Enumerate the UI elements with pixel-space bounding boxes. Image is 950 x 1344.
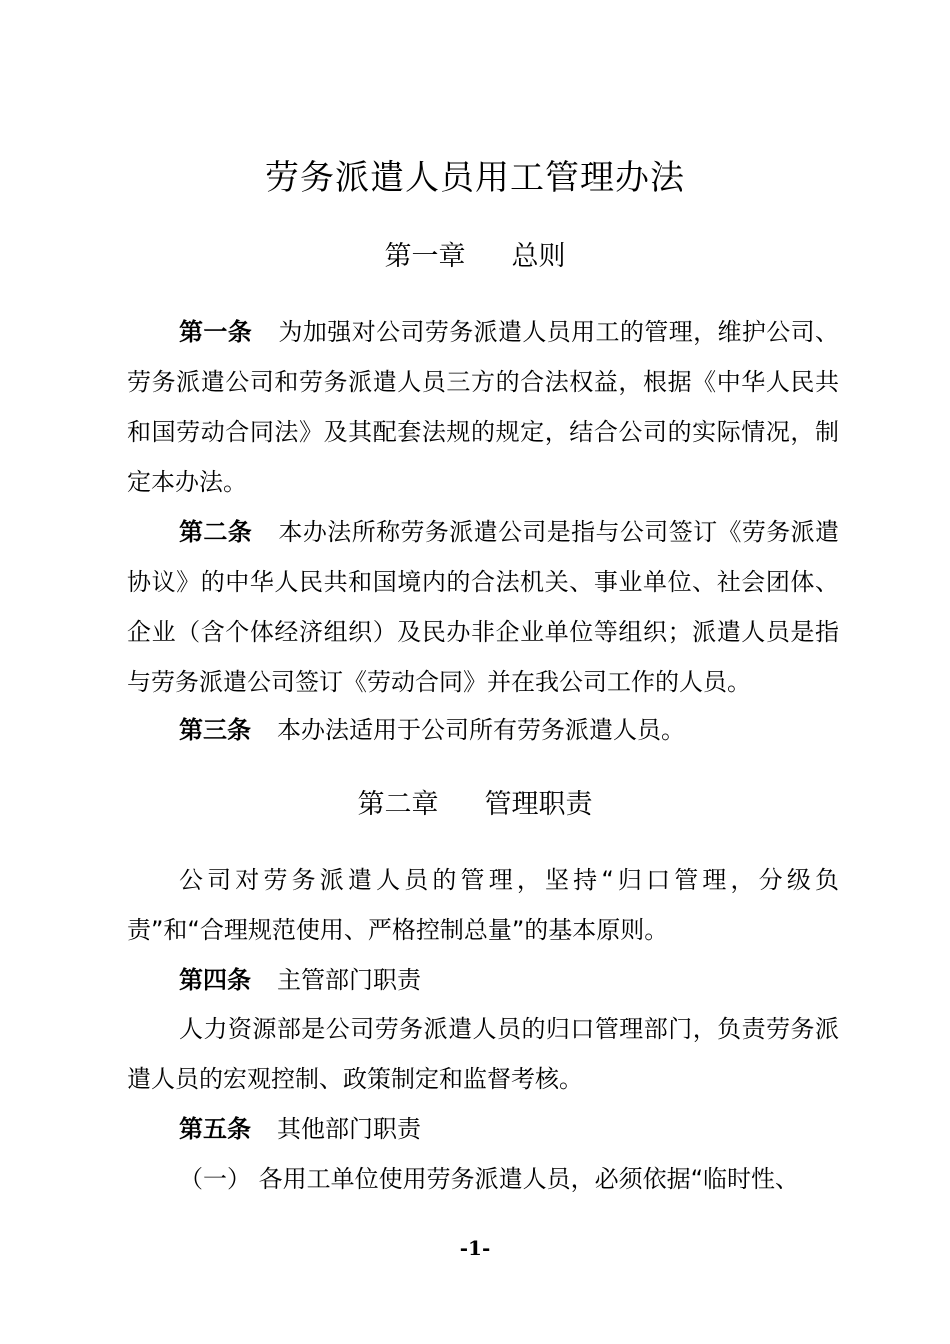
article-3-label: 第三条 [179,716,251,744]
chapter-2-heading [0,785,950,825]
chapter-2-name: 管理职责 [484,789,593,820]
article-3-text: 本办法适用于公司所有劳务派遣人员。 [277,716,685,744]
article-4-heading [127,955,839,1005]
article-5-title: 其他部门职责 [277,1115,421,1143]
chapter-2-intro: 公司对劳务派遣人员的管理，坚持“归口管理，分级负责”和“合理规范使用、严格控制总量”的基本原则。 [127,866,839,944]
article-2-label: 第二条 [179,518,253,546]
page-number: -1- [459,1236,491,1260]
article-5-label: 第五条 [179,1115,251,1143]
article-4-title: 主管部门职责 [277,966,421,994]
document-title: 劳务派遣人员用工管理办法 [265,158,685,198]
chapter-1-name: 总则 [511,241,566,272]
article-1-label: 第一条 [179,318,253,346]
article-2-text: 本办法所称劳务派遣公司是指与公司签订《劳务派遣协议》的中华人民共和国境内的合法机关、事业单位、社会团体、企业（含个体经济组织）及民办非企业单位等组织；派遣人员是指与劳务派遣公司签订《劳动合同》并在我公司工作的人员。 [127,518,840,696]
article-3 [127,705,839,755]
article-1 [127,307,839,507]
article-2 [127,507,839,707]
article-4-text: 人力资源部是公司劳务派遣人员的归口管理部门，负责劳务派遣人员的宏观控制、政策制定和监督考核。 [127,1015,839,1093]
chapter-2-number: 第二章 [357,789,439,820]
article-5-heading [127,1104,839,1154]
article-1-text: 为加强对公司劳务派遣人员用工的管理，维护公司、劳务派遣公司和劳务派遣人员三方的合法权益，根据《中华人民共和国劳动合同法》及其配套法规的规定，结合公司的实际情况，制定本办法。 [127,318,840,496]
article-5-item-1: （一） 各用工单位使用劳务派遣人员，必须依据“临时性、 [179,1165,800,1193]
chapter-1-number: 第一章 [384,241,466,272]
chapter-1-heading [0,237,950,277]
article-4-label: 第四条 [179,966,251,994]
